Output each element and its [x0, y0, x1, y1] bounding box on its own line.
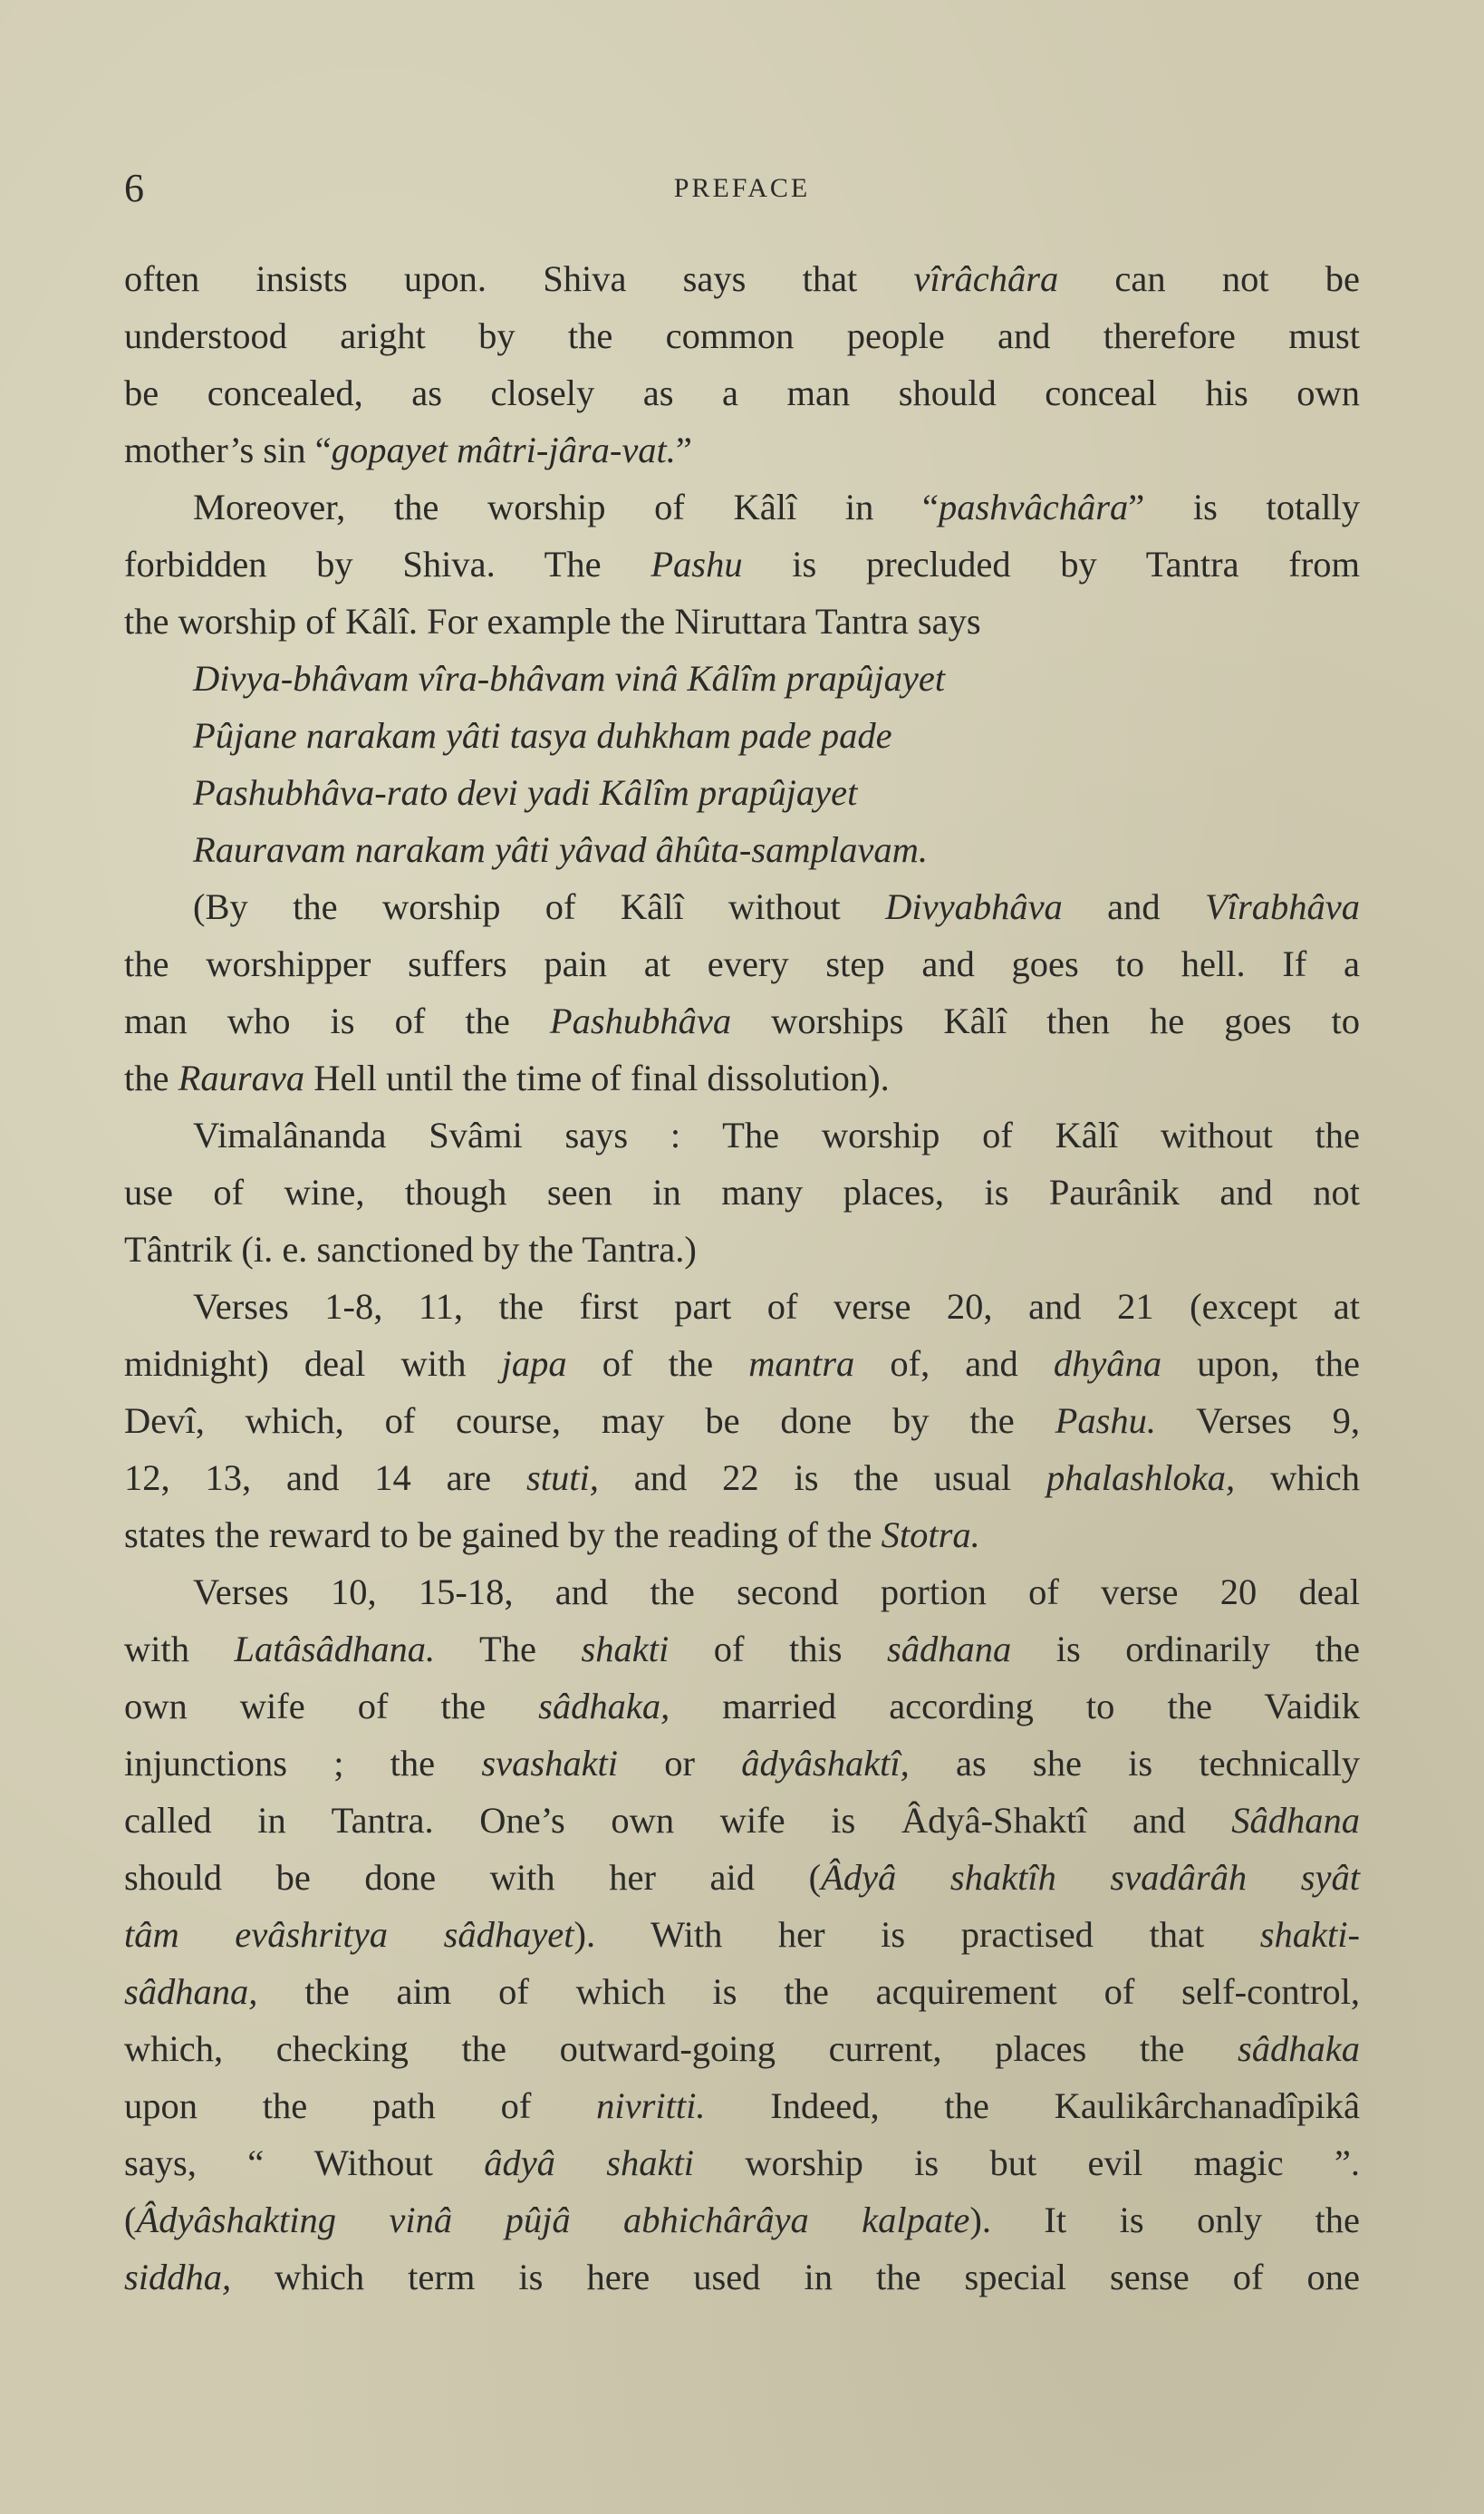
text-run: which [1235, 1457, 1360, 1498]
italic-term: pashvâchâra [939, 487, 1129, 527]
text-run: and 22 is the usual [598, 1457, 1047, 1498]
text-run: Hell until the time of final dissolution). [304, 1058, 890, 1098]
italic-term: shakti- [1259, 1914, 1361, 1955]
italic-term: Divyabhâva [885, 886, 1063, 927]
text-line [124, 992, 1360, 1049]
text-run: Verses 1-8, 11, the first part of verse 20, and 21 (except at [193, 1286, 1360, 1327]
text-run: is precluded by Tantra from [742, 544, 1361, 585]
text-run: be concealed, as closely as a man should conceal his own [124, 372, 1360, 413]
italic-term: tâm evâshritya sâdhayet [124, 1914, 574, 1955]
text-line [124, 1449, 1360, 1506]
italic-term: dhyâna [1053, 1343, 1162, 1384]
text-run: Rauravam narakam yâti yâvad âhûta-samplavam. [193, 829, 928, 870]
verse-line [124, 707, 1360, 764]
text-run: worships Kâlî then he goes to [731, 1001, 1360, 1041]
text-line [124, 364, 1360, 421]
running-head: PREFACE [673, 173, 811, 203]
text-run: should be done with her aid ( [124, 1857, 822, 1898]
text-line [124, 1735, 1360, 1792]
text-run: the [124, 1058, 178, 1098]
text-line [124, 307, 1360, 364]
text-run: Pûjane narakam yâti tasya duhkham pade pade [193, 715, 892, 756]
italic-term: Vîrabhâva [1205, 886, 1360, 927]
italic-term: Stotra. [881, 1514, 980, 1555]
text-run: with [124, 1629, 235, 1669]
text-line [124, 1963, 1360, 2020]
page-number: 6 [124, 166, 144, 210]
italic-term: Pashubhâva [549, 1001, 732, 1041]
italic-term: vîrâchâra [913, 258, 1059, 299]
text-line [124, 1563, 1360, 1620]
text-run: midnight) deal with [124, 1343, 502, 1384]
text-run: own wife of the [124, 1686, 539, 1726]
text-run: ). It is only the [969, 2200, 1360, 2240]
italic-term: gopayet mâtri-jâra-vat. [331, 430, 676, 470]
text-line [124, 1620, 1360, 1678]
text-run: Verses 9, [1155, 1400, 1360, 1441]
text-run: Verses 10, 15-18, and the second portion of verse 20 deal [193, 1571, 1360, 1612]
text-run: injunctions ; the [124, 1743, 482, 1784]
verse-line [124, 650, 1360, 707]
italic-term: sâdhaka, [538, 1686, 670, 1726]
verse-line [124, 764, 1360, 821]
text-run: ” is totally [1128, 487, 1361, 527]
text-line [124, 2134, 1360, 2191]
text-run: of this [669, 1629, 887, 1669]
italic-term: sâdhana [887, 1629, 1012, 1669]
text-run: man who is of the [124, 1001, 550, 1041]
text-run: upon the path of [124, 2085, 597, 2126]
text-run: the worshipper suffers pain at every step and goes to hell. If a [124, 943, 1360, 984]
text-line [124, 2191, 1360, 2248]
text-line [124, 1392, 1360, 1449]
italic-term: Pashu. [1055, 1400, 1156, 1441]
text-run: the worship of Kâlî. For example the Niruttara Tantra says [124, 601, 981, 642]
text-run: use of wine, though seen in many places, is Paurânik and not [124, 1172, 1360, 1213]
text-run: often insists upon. Shiva says that [124, 258, 914, 299]
text-run: of, and [854, 1343, 1054, 1384]
text-line [124, 935, 1360, 992]
text-line [124, 536, 1360, 593]
text-line [124, 1278, 1360, 1335]
italic-term: sâdhaka [1238, 2028, 1360, 2069]
text-run: forbidden by Shiva. The [124, 544, 651, 585]
italic-term: Pashu [650, 544, 743, 585]
text-run: ( [124, 2200, 137, 2240]
text-line [124, 2020, 1360, 2077]
italic-term: nivritti. [596, 2085, 706, 2126]
text-line [124, 1906, 1360, 1963]
text-run: of the [566, 1343, 749, 1384]
text-line [124, 1506, 1360, 1563]
italic-term: Sâdhana [1231, 1800, 1360, 1841]
text-line [124, 421, 1360, 479]
text-run: says, “ Without [124, 2142, 485, 2183]
page-header [124, 161, 1360, 216]
text-line [124, 1335, 1360, 1392]
text-line [124, 1164, 1360, 1221]
text-run: Moreover, the worship of Kâlî in “ [193, 487, 939, 527]
text-run: which term is here used in the special sense of one [231, 2257, 1360, 2297]
italic-term: shakti [581, 1629, 670, 1669]
text-line [124, 1678, 1360, 1735]
italic-term: âdyâ shakti [484, 2142, 694, 2183]
text-run: states the reward to be gained by the reading of the [124, 1514, 882, 1555]
text-run: Vimalânanda Svâmi says : The worship of Kâlî without the [193, 1115, 1360, 1155]
text-run: called in Tantra. One’s own wife is Âdyâ-Shaktî and [124, 1800, 1232, 1841]
text-run: Divya-bhâvam vîra-bhâvam vinâ Kâlîm prapûjayet [193, 658, 946, 699]
text-line [124, 2077, 1360, 2134]
text-run: mother’s sin “ [124, 430, 332, 470]
text-line [124, 878, 1360, 935]
text-run: worship is but evil magic ”. [694, 2142, 1360, 2183]
text-run: understood aright by the common people and therefore must [124, 315, 1360, 356]
italic-term: Âdyâshakting vinâ pûjâ abhichârâya kalpate [136, 2200, 970, 2240]
text-run: and [1062, 886, 1206, 927]
text-line [124, 1107, 1360, 1164]
text-line [124, 1849, 1360, 1906]
text-run: can not be [1058, 258, 1360, 299]
text-run: as she is technically [909, 1743, 1360, 1784]
text-line [124, 1221, 1360, 1278]
text-run: the aim of which is the acquirement of self-control, [257, 1971, 1360, 2012]
verse-line [124, 821, 1360, 878]
text-run: Pashubhâva-rato devi yadi Kâlîm prapûjayet [193, 772, 858, 813]
italic-term: stuti, [525, 1457, 599, 1498]
text-run: is ordinarily the [1011, 1629, 1360, 1669]
text-line [124, 593, 1360, 650]
italic-term: âdyâshaktî, [741, 1743, 910, 1784]
text-run: upon, the [1161, 1343, 1361, 1384]
body-text [124, 250, 1360, 2306]
text-line [124, 479, 1360, 536]
italic-term: sâdhana, [124, 1971, 258, 2012]
text-run: Indeed, the Kaulikârchanadîpikâ [705, 2085, 1360, 2126]
text-run: Tântrik (i. e. sanctioned by the Tantra.) [124, 1229, 697, 1270]
text-line [124, 250, 1360, 307]
italic-term: Raurava [178, 1058, 305, 1098]
text-run: ). With her is practised that [573, 1914, 1260, 1955]
italic-term: svashakti [481, 1743, 619, 1784]
text-run: 12, 13, and 14 are [124, 1457, 526, 1498]
text-line [124, 2248, 1360, 2306]
italic-term: phalashloka, [1046, 1457, 1236, 1498]
text-line [124, 1049, 1360, 1107]
italic-term: japa [501, 1343, 567, 1384]
text-line [124, 1792, 1360, 1849]
text-run: married according to the Vaidik [670, 1686, 1360, 1726]
italic-term: mantra [748, 1343, 855, 1384]
text-run: (By the worship of Kâlî without [193, 886, 886, 927]
italic-term: siddha, [124, 2257, 232, 2297]
text-run: which, checking the outward-going current, places the [124, 2028, 1238, 2069]
text-run: ” [675, 430, 692, 470]
text-run: or [618, 1743, 742, 1784]
italic-term: Âdyâ shaktîh svadârâh syât [821, 1857, 1360, 1898]
text-run: Devî, which, of course, may be done by the [124, 1400, 1055, 1441]
italic-term: Latâsâdhana. [234, 1629, 436, 1669]
text-run: The [435, 1629, 582, 1669]
